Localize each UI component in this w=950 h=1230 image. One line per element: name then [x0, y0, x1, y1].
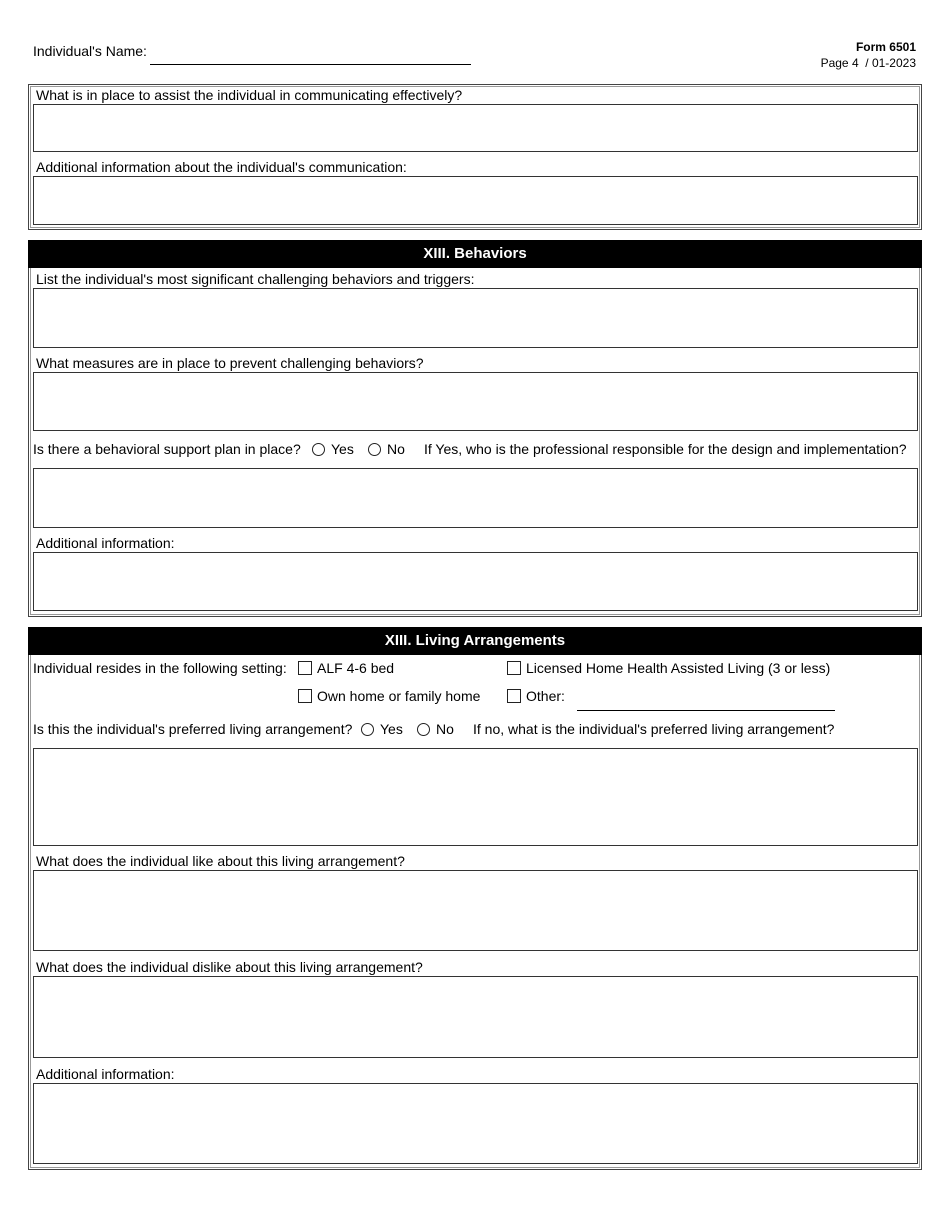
preferred-yes-radio[interactable] — [361, 723, 374, 736]
living-heading: XIII. Living Arrangements — [28, 627, 922, 655]
living-like-question: What does the individual like about this living arrangement? — [36, 853, 405, 869]
behavior-plan-question: Is there a behavioral support plan in place? — [33, 441, 301, 457]
behavior-plan-no-label: No — [387, 441, 405, 457]
alf-checkbox[interactable] — [298, 661, 312, 675]
living-dislike-field[interactable] — [33, 976, 918, 1058]
preferred-yes-label: Yes — [380, 721, 403, 737]
own-home-label: Own home or family home — [317, 688, 481, 704]
living-dislike-question: What does the individual dislike about this living arrangement? — [36, 959, 423, 975]
communication-assist-field[interactable] — [33, 104, 918, 152]
behavior-professional-field[interactable] — [33, 468, 918, 528]
behaviors-additional-field[interactable] — [33, 552, 918, 611]
name-label: Individual's Name: — [33, 43, 147, 59]
behavior-plan-yes-radio[interactable] — [312, 443, 325, 456]
communication-additional-field[interactable] — [33, 176, 918, 225]
behaviors-list-field[interactable] — [33, 288, 918, 348]
behavior-plan-yes-label: Yes — [331, 441, 354, 457]
living-setting-question: Individual resides in the following setting: — [33, 660, 287, 676]
other-input-line[interactable] — [577, 710, 835, 711]
other-label: Other: — [526, 688, 565, 704]
behaviors-list-question: List the individual's most significant challenging behaviors and triggers: — [36, 271, 475, 287]
behavior-plan-no-radio[interactable] — [368, 443, 381, 456]
behaviors-additional-question: Additional information: — [36, 535, 175, 551]
page-info: Page 4 / 01-2023 — [820, 56, 916, 70]
individual-name-field[interactable] — [150, 46, 471, 65]
preferred-no-label: No — [436, 721, 454, 737]
behaviors-measures-question: What measures are in place to prevent challenging behaviors? — [36, 355, 424, 371]
licensed-home-checkbox[interactable] — [507, 661, 521, 675]
own-home-checkbox[interactable] — [298, 689, 312, 703]
communication-assist-question: What is in place to assist the individual in communicating effectively? — [36, 87, 463, 103]
preferred-alternative-question: If no, what is the individual's preferred living arrangement? — [473, 721, 835, 737]
licensed-home-label: Licensed Home Health Assisted Living (3 or less) — [526, 660, 831, 676]
alf-label: ALF 4-6 bed — [317, 660, 395, 676]
form-number: Form 6501 — [855, 40, 916, 54]
behavior-professional-question: If Yes, who is the professional responsible for the design and implementation? — [424, 441, 907, 457]
preferred-alternative-field[interactable] — [33, 748, 918, 846]
living-additional-field[interactable] — [33, 1083, 918, 1164]
communication-additional-question: Additional information about the individual's communication: — [36, 159, 407, 175]
living-like-field[interactable] — [33, 870, 918, 951]
other-checkbox[interactable] — [507, 689, 521, 703]
living-additional-question: Additional information: — [36, 1066, 175, 1082]
behaviors-heading: XIII. Behaviors — [28, 240, 922, 268]
preferred-question: Is this the individual's preferred living arrangement? — [33, 721, 353, 737]
preferred-no-radio[interactable] — [417, 723, 430, 736]
behaviors-measures-field[interactable] — [33, 372, 918, 431]
